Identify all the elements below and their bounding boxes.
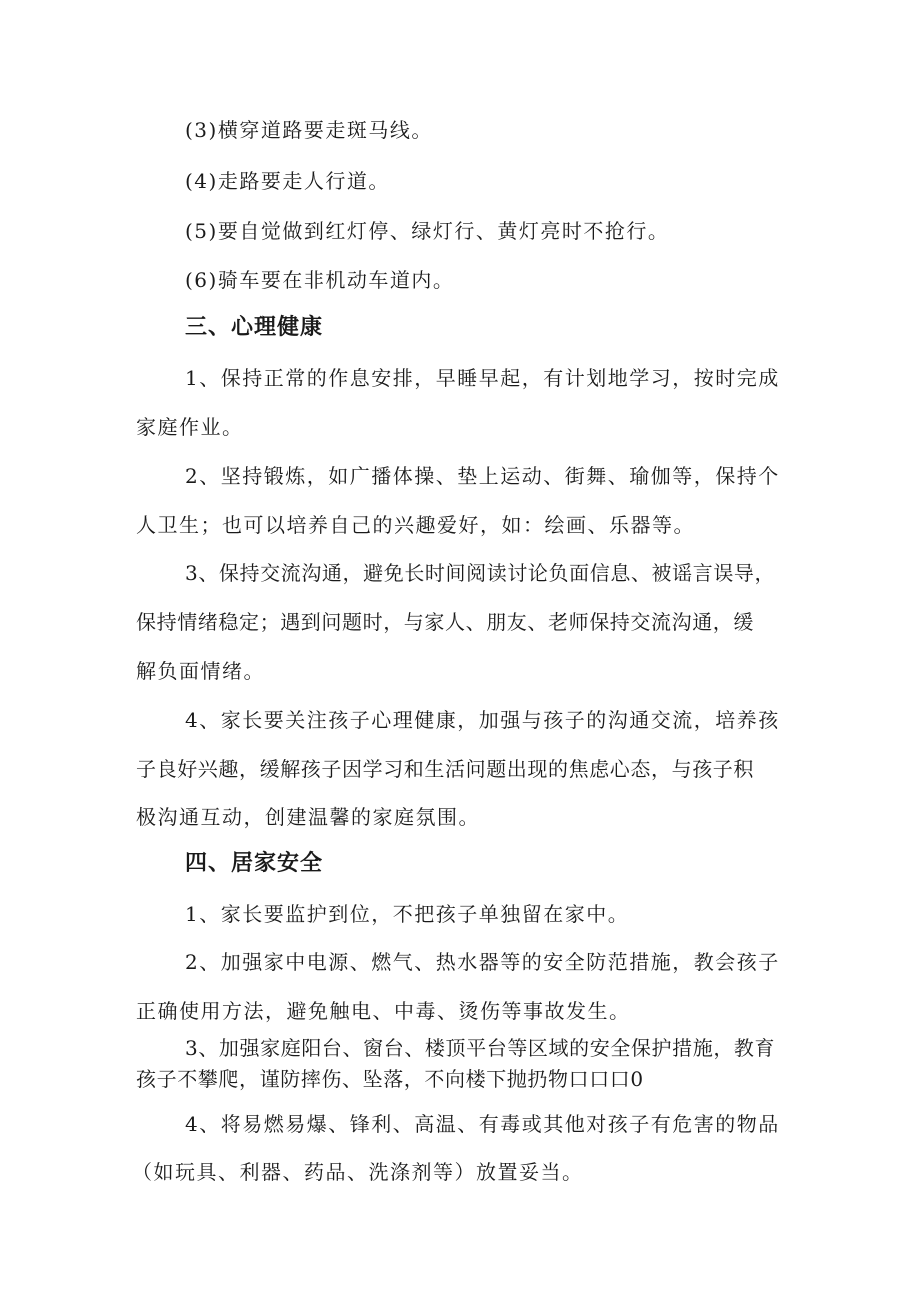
- paragraph-line: 2、加强家中电源、燃气、热水器等的安全防范措施，教会孩子: [185, 950, 780, 974]
- paragraph-line: 子良好兴趣，缓解孩子因学习和生活问题出现的焦虑心态，与孩子积: [136, 757, 754, 781]
- paragraph-line: （如玩具、利器、药品、洗涤剂等）放置妥当。: [132, 1160, 584, 1184]
- paragraph-line: 1、保持正常的作息安排，早睡早起，有计划地学习，按时完成: [185, 366, 780, 390]
- list-item-5: (5)要自觉做到红灯停、绿灯行、黄灯亮时不抢行。: [185, 219, 670, 243]
- paragraph-line: 家庭作业。: [136, 415, 244, 439]
- paragraph-line: 人卫生；也可以培养自己的兴趣爱好，如：绘画、乐器等。: [136, 513, 695, 537]
- paragraph-line: 3、保持交流沟通，避免长时间阅读讨论负面信息、被谣言误导，: [185, 561, 776, 585]
- paragraph-line: 保持情绪稳定；遇到问题时，与家人、朋友、老师保持交流沟通，缓: [136, 610, 754, 634]
- paragraph-line: 解负面情绪。: [136, 659, 265, 683]
- paragraph-line: 4、将易燃易爆、锋利、高温、有毒或其他对孩子有危害的物品: [185, 1112, 780, 1136]
- section-heading-home-safety: 四、居家安全: [185, 851, 324, 876]
- list-item-6: (6)骑车要在非机动车道内。: [185, 268, 455, 292]
- list-item-4: (4)走路要走人行道。: [185, 169, 390, 193]
- section-heading-mental-health: 三、心理健康: [185, 315, 324, 340]
- paragraph-line: 1、家长要监护到位，不把孩子单独留在家中。: [185, 902, 630, 926]
- paragraph-line: 极沟通互动，创建温馨的家庭氛围。: [136, 805, 480, 829]
- list-item-3: (3)横穿道路要走斑马线。: [185, 118, 433, 142]
- paragraph-line: 孩子不攀爬，谨防摔伤、坠落，不向楼下抛扔物口口口0: [136, 1067, 644, 1091]
- paragraph-line: 3、加强家庭阳台、窗台、楼顶平台等区域的安全保护措施，教育: [185, 1036, 776, 1060]
- paragraph-line: 2、坚持锻炼，如广播体操、垫上运动、街舞、瑜伽等，保持个: [185, 464, 780, 488]
- paragraph-line: 正确使用方法，避免触电、中毒、烫伤等事故发生。: [136, 999, 631, 1023]
- paragraph-line: 4、家长要关注孩子心理健康，加强与孩子的沟通交流，培养孩: [185, 708, 780, 732]
